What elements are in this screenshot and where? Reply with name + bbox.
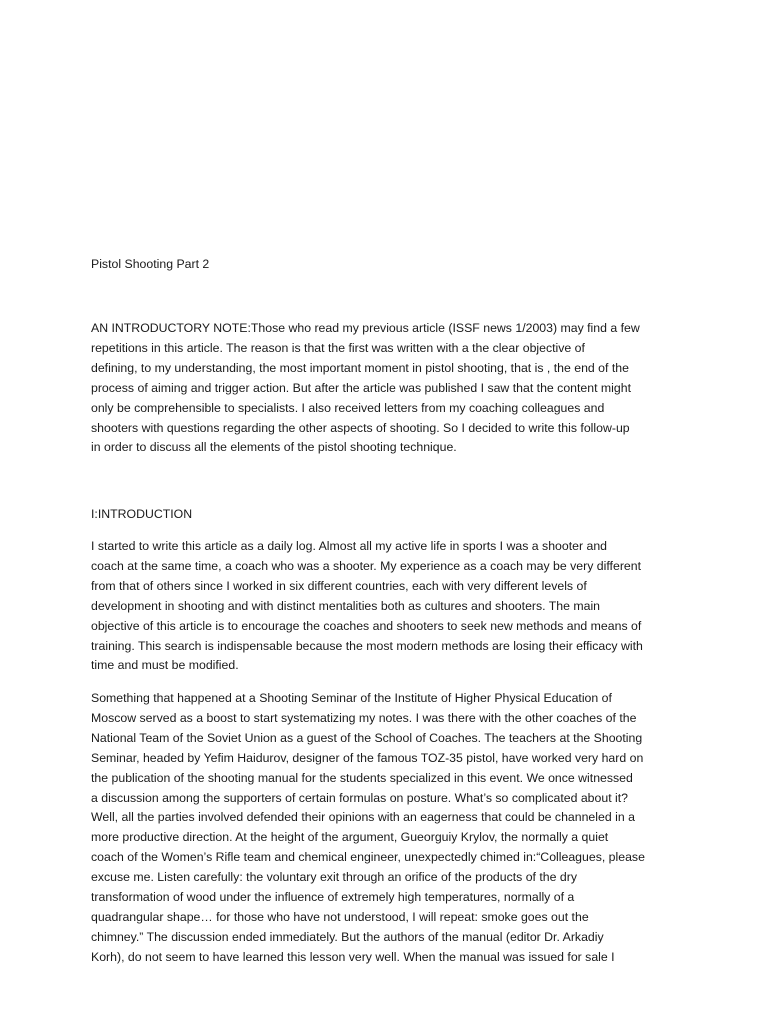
text-line: repetitions in this article. The reason is that the first was written with a the clear objective of: [91, 340, 585, 355]
text-line: the publication of the shooting manual for the students specialized in this event. We once witnessed: [91, 770, 633, 785]
text-line: excuse me. Listen carefully: the voluntary exit through an orifice of the products of the dry: [91, 870, 577, 885]
introduction-paragraph: [91, 537, 687, 676]
text-line: coach at the same time, a coach who was a shooter. My experience as a coach may be very different: [91, 558, 642, 573]
text-line: training. This search is indispensable because the most modern methods are losing their efficacy with: [91, 638, 643, 653]
text-line: in order to discuss all the elements of the pistol shooting technique.: [91, 440, 457, 455]
text-line: a discussion among the supporters of certain formulas on posture. What’s so complicated about it?: [91, 790, 629, 805]
text-line: AN INTRODUCTORY NOTE:Those who read my previous article (ISSF news 1/2003) may find a few: [91, 321, 640, 335]
section-heading: I:INTRODUCTION: [91, 507, 193, 521]
text-line: transformation of wood under the influence of extremely high temperatures, normally of a: [91, 890, 575, 905]
seminar-paragraph: [91, 689, 687, 968]
text-line: more productive direction. At the height of the argument, Gueorguiy Krylov, the normally a quiet: [91, 830, 609, 845]
text-line: Well, all the parties involved defended their opinions with an eagerness that could be channeled in a: [91, 810, 635, 825]
text-line: Seminar, headed by Yefim Haidurov, designer of the famous TOZ-35 pistol, have worked very hard on: [91, 750, 644, 765]
text-line: development in shooting and with distinct mentalities both as cultures and shooters. The main: [91, 598, 601, 613]
text-line: only be comprehensible to specialists. I also received letters from my coaching colleagues and: [91, 400, 605, 415]
text-line: from that of others since I worked in six different countries, each with very different levels of: [91, 578, 587, 593]
text-line: shooters with questions regarding the other aspects of shooting. So I decided to write this follow-up: [91, 420, 630, 435]
text-line: coach of the Women’s Rifle team and chemical engineer, unexpectedly chimed in:“Colleagues, please: [91, 850, 645, 865]
text-line: quadrangular shape… for those who have not understood, I will repeat: smoke goes out the: [91, 909, 589, 924]
text-line: Korh), do not seem to have learned this lesson very well. When the manual was issued for sale I: [91, 949, 615, 964]
text-line: chimney.” The discussion ended immediately. But the authors of the manual (editor Dr. Arkadiy: [91, 929, 604, 944]
text-line: National Team of the Soviet Union as a guest of the School of Coaches. The teachers at the Shooting: [91, 730, 643, 745]
document-title: Pistol Shooting Part 2: [91, 257, 210, 271]
text-line: objective of this article is to encourage the coaches and shooters to seek new methods and means of: [91, 618, 642, 633]
introductory-note: [91, 319, 687, 458]
text-line: I started to write this article as a daily log. Almost all my active life in sports I was a shooter and: [91, 539, 608, 553]
text-line: process of aiming and trigger action. But after the article was published I saw that the content might: [91, 380, 631, 395]
text-line: defining, to my understanding, the most important moment in pistol shooting, that is , the end of the: [91, 360, 629, 375]
text-line: time and must be modified.: [91, 658, 239, 673]
text-line: Something that happened at a Shooting Seminar of the Institute of Higher Physical Education of: [91, 691, 612, 705]
text-line: Moscow served as a boost to start systematizing my notes. I was there with the other coaches of the: [91, 710, 637, 725]
